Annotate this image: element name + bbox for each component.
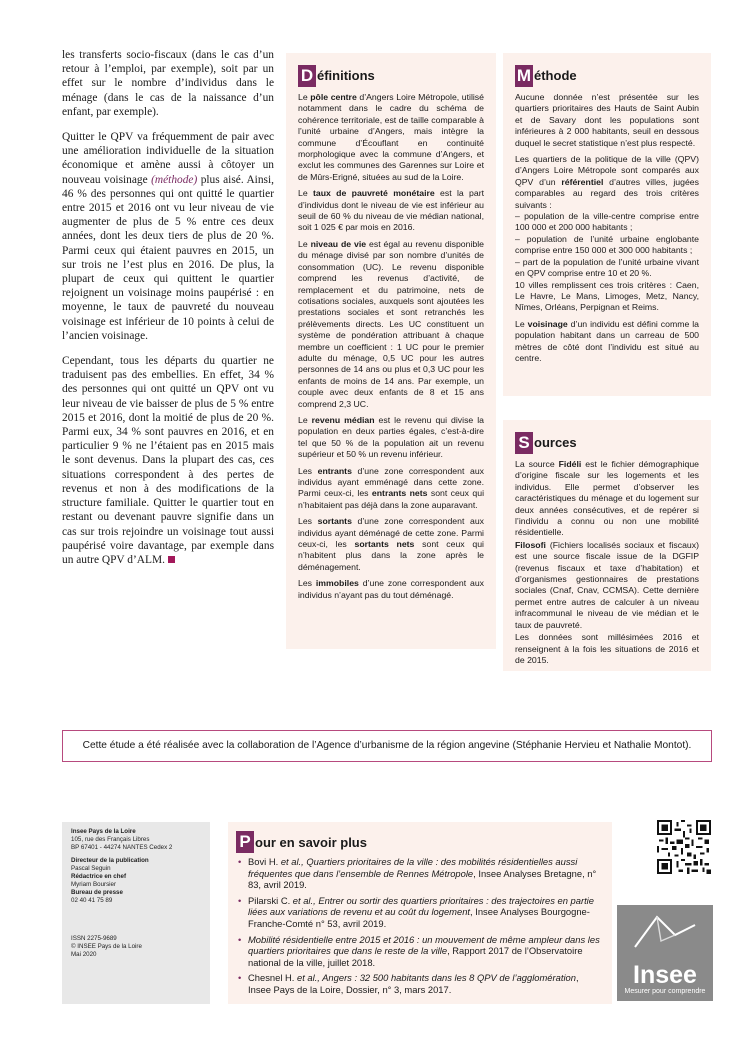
source-fideli: La source Fidéli est le fichier démographique d’origine fiscale sur les logements et les individus. Elle permet d’observer les caractéristiques du ménage et du logement sur deux années consécutives, et de repérer si l’individu a connu ou non une mobilité résidentielle. bbox=[515, 459, 699, 538]
insee-logo bbox=[617, 905, 713, 1001]
definition-entrants: Les entrants d’une zone correspondent aux individus ayant emménagé dans cette zone. Parmi ceux-ci, les entrants nets sont ceux qui n’habitaient pas déjà dans la zone auparavant. bbox=[298, 465, 485, 510]
bibliography-item[interactable]: • Pilarski C. et al., Entrer ou sortir des quartiers prioritaires : des trajectoires en partie liées aux variations de revenu et au coût du logement, Insee Analyses Bourgogne-Franche-Comté n° 53, avril 2019. bbox=[236, 895, 604, 930]
definitions-box bbox=[286, 53, 496, 649]
publication-info: Insee Pays de la Loire 105, rue des Français Libres BP 67401 - 44274 NANTES Cedex 2 Directeur de la publication Pascal Seguin Rédactrice en chef Myriam Boursier Bureau de presse 02 40 41 75 89 ISSN 2275-9689 © INSEE Pays de la Loire Mai 2020 bbox=[62, 822, 210, 1004]
press-phone: 02 40 41 75 89 bbox=[71, 897, 113, 904]
methode-box bbox=[503, 53, 711, 396]
definition-immobiles: Les immobiles d’une zone correspondent aux individus n’ayant pas du tout déménagé. bbox=[298, 578, 485, 600]
issn: ISSN 2275-9689 bbox=[71, 935, 117, 942]
bibliography-item[interactable]: • Bovi H. et al., Quartiers prioritaires de la ville : des mobilités résidentielles aussi fréquentes que dans l’ensemble de Rennes Métropole, Insee Analyses Bretagne, n° 83, avril 2019. bbox=[236, 856, 604, 891]
definition-pole-centre: Le pôle centre d’Angers Loire Métropole, utilisé notamment dans le cadre du schéma de cohérence territoriale, est de taille comparable à l’unité urbaine d’Angers, mais intègre la commune d’Écouflant en continuité morphologique avec la commune d’Angers, et exclut les communes des Garennes sur Loire et de Mûrs-Erigné, situées au sud de la Loire. bbox=[298, 92, 484, 182]
publication-date: Mai 2020 bbox=[71, 951, 97, 958]
article-paragraph: les transferts socio-fiscaux (dans le cas d’un retour à l’emploi, par exemple), soit par un effet sur le nombre d’individus dans le ménage (dans le cas de la naissance d’un enfant, par exemple). bbox=[62, 49, 274, 118]
collaboration-banner: Cette étude a été réalisée avec la collaboration de l’Agence d’urbanisme de la région angevine (Stéphanie Hervieu et Nathalie Montot). bbox=[62, 730, 712, 762]
copyright: © INSEE Pays de la Loire bbox=[71, 943, 142, 950]
address-line: BP 67401 - 44274 NANTES Cedex 2 bbox=[71, 844, 173, 851]
methode-voisinage: Le voisinage d’un individu est défini comme la population habitant dans un carreau de 500 mètres de côté dont l’individu est situé au centre. bbox=[515, 318, 700, 363]
bibliography-list bbox=[236, 856, 604, 996]
editor-name: Myriam Boursier bbox=[71, 881, 117, 888]
insee-wordmark: Insee bbox=[633, 961, 697, 989]
article-body-column bbox=[62, 48, 274, 578]
definition-revenu-median: Le revenu médian est le revenu qui divise la population en deux parties égales, c’est-à-dire tel que 50 % de la population ait un revenu supérieur et 50 % un revenu inférieur. bbox=[298, 414, 484, 460]
methode-title: M éthode bbox=[516, 66, 577, 85]
definition-sortants: Les sortants d’une zone correspondent aux individus ayant déménagé de cette zone. Parmi ceux-ci, les sortants nets sont ceux qui n’habitent plus dans la zone après le déménagement. bbox=[298, 516, 485, 572]
source-filosofi: Filosofi (Fichiers localisés sociaux et fiscaux) est une source fiscale issue de la DGFIP (revenus fiscaux et taxe d’habitation) et d’organismes gestionnaires de prestations sociales (Cnaf, Cnav, CCMSA). Cette dernière permet entre autres de calculer à un niveau infracommunal le niveau de vie médian et le taux de pauvreté. bbox=[515, 539, 699, 630]
insee-tagline: Mesurer pour comprendre bbox=[624, 988, 706, 995]
further-reading-box bbox=[228, 822, 612, 1004]
director-name: Pascal Seguin bbox=[71, 865, 111, 872]
methode-link[interactable]: (méthode) bbox=[151, 173, 198, 186]
insee-logo-mark-icon bbox=[617, 905, 713, 965]
further-reading-title: P our en savoir plus bbox=[236, 831, 604, 853]
sources-box bbox=[503, 420, 711, 671]
publisher-name: Insee Pays de la Loire bbox=[71, 828, 136, 835]
sources-millesime: Les données sont millésimées 2016 et renseignent à la fois les situations de 2016 et de 2015. bbox=[515, 632, 699, 665]
methode-paragraph: Aucune donnée n’est présentée sur les quartiers prioritaires des Hauts de Saint Aubin et de Savary dont les populations sont inférieures à 2 000 habitants, seuil en dessous duquel le secret statistique n’est plus respecté. bbox=[515, 92, 699, 148]
definition-niveau-de-vie: Le niveau de vie est égal au revenu disponible du ménage divisé par son nombre d’unités de consommation (UC). Le revenu disponible comprend les revenus d’activité, de remplacement et du patrimoine, nets de cotisations sociales, auxquels sont ajoutées les prestations sociales et sont retranchés les prélèvements directs. Les UC constituent un système de pondération attribuant à chaque membre un coefficient : 1 UC pour le premier adulte du ménage, 0,5 UC pour les autres personnes de 14 ans ou plus et 0,3 UC pour les enfants de moins de 14 ans. Par exemple, un couple avec deux enfants de 8 et 15 ans comprend 2,3 UC. bbox=[298, 238, 484, 409]
sources-title: S ources bbox=[515, 432, 699, 454]
definitions-title: D éfinitions bbox=[298, 65, 484, 87]
address-line: 105, rue des Français Libres bbox=[71, 836, 150, 843]
bibliography-item[interactable]: • Chesnel H. et al., Angers : 32 500 habitants dans les 8 QPV de l’agglomération, Insee Pays de la Loire, Dossier, n° 3, mars 2017. bbox=[236, 972, 604, 995]
bibliography-item[interactable]: • Mobilité résidentielle entre 2015 et 2016 : un mouvement de même ampleur dans les quartiers prioritaires que dans le reste de la ville, Rapport 2017 de l’Observatoire national de la ville, juillet 2018. bbox=[236, 934, 604, 969]
methode-referentiel: Les quartiers de la politique de la ville (QPV) d’Angers Loire Métropole sont comparés aux QPV d’un référentiel d’autres villes, jugées comparables au regard des trois critères suivants : – population de la ville-centre comprise entre 100 000 et 200 000 habitants ; – population de l’unité urbaine englobante comprise entre 150 000 et 300 000 habitants ; – part de la population de l’unité urbaine vivant en QPV comprise entre 10 et 20 %. 10 villes remplissent ces trois critères : Caen, Le Havre, Le Mans, Limoges, Metz, Nancy, Nîmes, Orléans, Perpignan et Reims. bbox=[515, 154, 699, 313]
article-paragraph: Cependant, tous les départs du quartier ne traduisent pas des embellies. En effet, 34 % des personnes qui ont quitté un QPV ont vu leur niveau de vie baisser de plus de 5 % entre 2015 et 2016, dont la moitié de plus de 20 %. Parmi eux, 34 % sont pauvres en 2016, et en particulier 9 % ne l’étaient pas en 2015 mais le sont devenus. Dans la plupart des cas, ces situations correspondent à des pertes de revenus et non à des modifications de la structure familiale. Quitter le quartier tout en restant ou devenant pauvre signifie dans un cas sur trois rejoindre un voisinage tout aussi paupérisé voire davantage, par exemple dans un autre QPV d’ALM. bbox=[62, 355, 274, 566]
article-paragraph: Quitter le QPV va fréquemment de pair avec une amélioration individuelle de la situation économique et amène aussi à côtoyer un nouveau voisinage (méthode) plus aisé. Ainsi, 46 % des personnes qui ont quitté le quartier entre 2015 et 2016 ont vu leur niveau de vie augmenter de plus de 5 % entre ces deux années, dont les deux tiers de plus de 20 %. Parmi ceux qui étaient pauvres en 2015, un sur trois ne l’est plus en 2016. De plus, la plupart de ceux qui quittent le quartier rejoignent un voisinage moins paupérisé : en moyenne, le taux de pauvreté du nouveau voisinage est inférieur de 10 points à celui de l’ancien voisinage. bbox=[62, 131, 274, 342]
qr-code-icon[interactable] bbox=[657, 820, 711, 874]
end-of-article-square-icon bbox=[168, 556, 175, 563]
definition-taux-pauvrete: Le taux de pauvreté monétaire est la part d’individus dont le niveau de vie est inférieur au seuil de 60 % du niveau de vie médian national, soit 1 025 € par mois en 2016. bbox=[298, 188, 485, 233]
